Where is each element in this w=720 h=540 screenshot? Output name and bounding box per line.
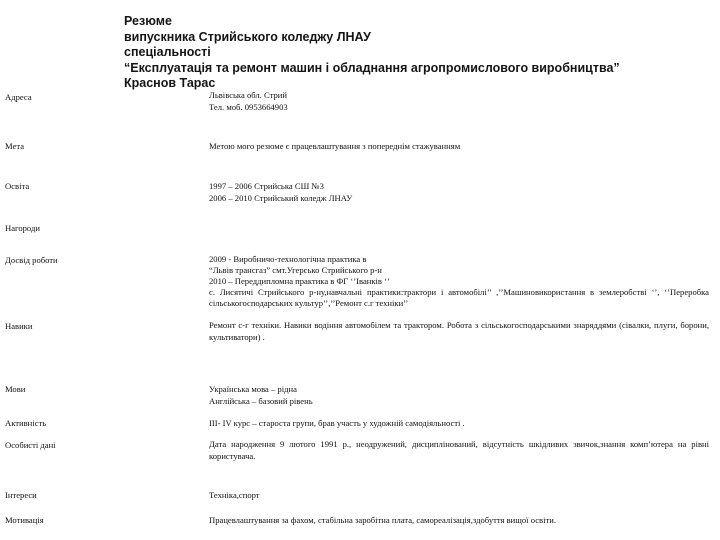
education-line-college: 2006 – 2010 Стрийський коледж ЛНАУ — [209, 192, 353, 203]
experience-line: 2009 - Виробничо-технологічна практика в — [209, 254, 367, 264]
activity-label: Активність — [5, 418, 47, 428]
resume-subtitle-specialty-label: спеціальності — [124, 45, 211, 60]
resume-subtitle-specialty: “Експлуатація та ремонт машин і обладнання агропромислового виробництва” — [124, 60, 620, 75]
address-value — [209, 90, 709, 113]
personal-label: Особисті дані — [5, 440, 56, 450]
activity-line: ІІІ- ІV курс – староста групи, брав участь у художній самодіяльності . — [209, 418, 465, 428]
experience-line: с. Лисятичі Стрийського р-ну,навчальні практики:трактори і автомобілі’’ ,’’Машиновикористання в землеробстві ‘’, ‘’Переробка сільськогосподарських культур’’,’’Ремонт с.г техніки’’ — [209, 287, 709, 308]
motivation-value — [209, 515, 709, 527]
personal-value: Дата народження 9 лютого 1991 р., неодружений, дисциплінований, відсутність шкідливих звичок,знання комп’ютера на рівні користувача. — [209, 439, 709, 461]
resume-header — [124, 14, 620, 92]
language-line-english: Англійська – базовий рівень — [209, 395, 313, 406]
experience-line: 2010 – Переддипломна практика в ФГ ‘’Іванків ‘’ — [209, 276, 390, 286]
education-label: Освіта — [5, 181, 30, 191]
skills-value: Ремонт с-г техніки. Навики водіння автомобілем та трактором. Робота з сільськогосподарськими знаряддями (сівалки, плуги, борони, культиватори) . — [209, 320, 709, 342]
interests-value — [209, 490, 709, 502]
interests-line: Техніка,спорт — [209, 490, 260, 500]
resume-author-name: Краснов Тарас — [124, 76, 216, 91]
education-value — [209, 181, 709, 204]
activity-value — [209, 418, 709, 430]
awards-label: Нагороди — [5, 223, 40, 233]
experience-label: Досвід роботи — [5, 255, 58, 265]
language-line-native: Українська мова – рідна — [209, 384, 297, 394]
address-line: Львівська обл. Стрий — [209, 90, 287, 100]
languages-label: Мови — [5, 384, 26, 394]
goal-line: Метою мого резюме є працевлаштування з попереднім стажуванням — [209, 141, 461, 151]
resume-title: Резюме — [124, 14, 172, 28]
phone-line: Тел. моб. 0953664903 — [209, 101, 288, 112]
goal-value — [209, 141, 709, 153]
skills-label: Навики — [5, 321, 33, 331]
experience-value — [209, 254, 709, 309]
goal-label: Мета — [5, 141, 25, 151]
languages-value — [209, 384, 709, 407]
resume-subtitle-college: випускника Стрийського коледжу ЛНАУ — [124, 29, 371, 44]
address-label: Адреса — [5, 92, 32, 102]
interests-label: Інтереси — [5, 490, 37, 500]
motivation-label: Мотивація — [5, 515, 44, 525]
experience-line: “Львів трансгаз” смт.Угерсько Стрийського р-н — [209, 265, 382, 275]
motivation-line: Працевлаштування за фахом, стабільна заробітна плата, самореалізація,здобуття вищої освіти. — [209, 515, 556, 525]
education-line-school: 1997 – 2006 Стрийська СШ №3 — [209, 181, 324, 191]
